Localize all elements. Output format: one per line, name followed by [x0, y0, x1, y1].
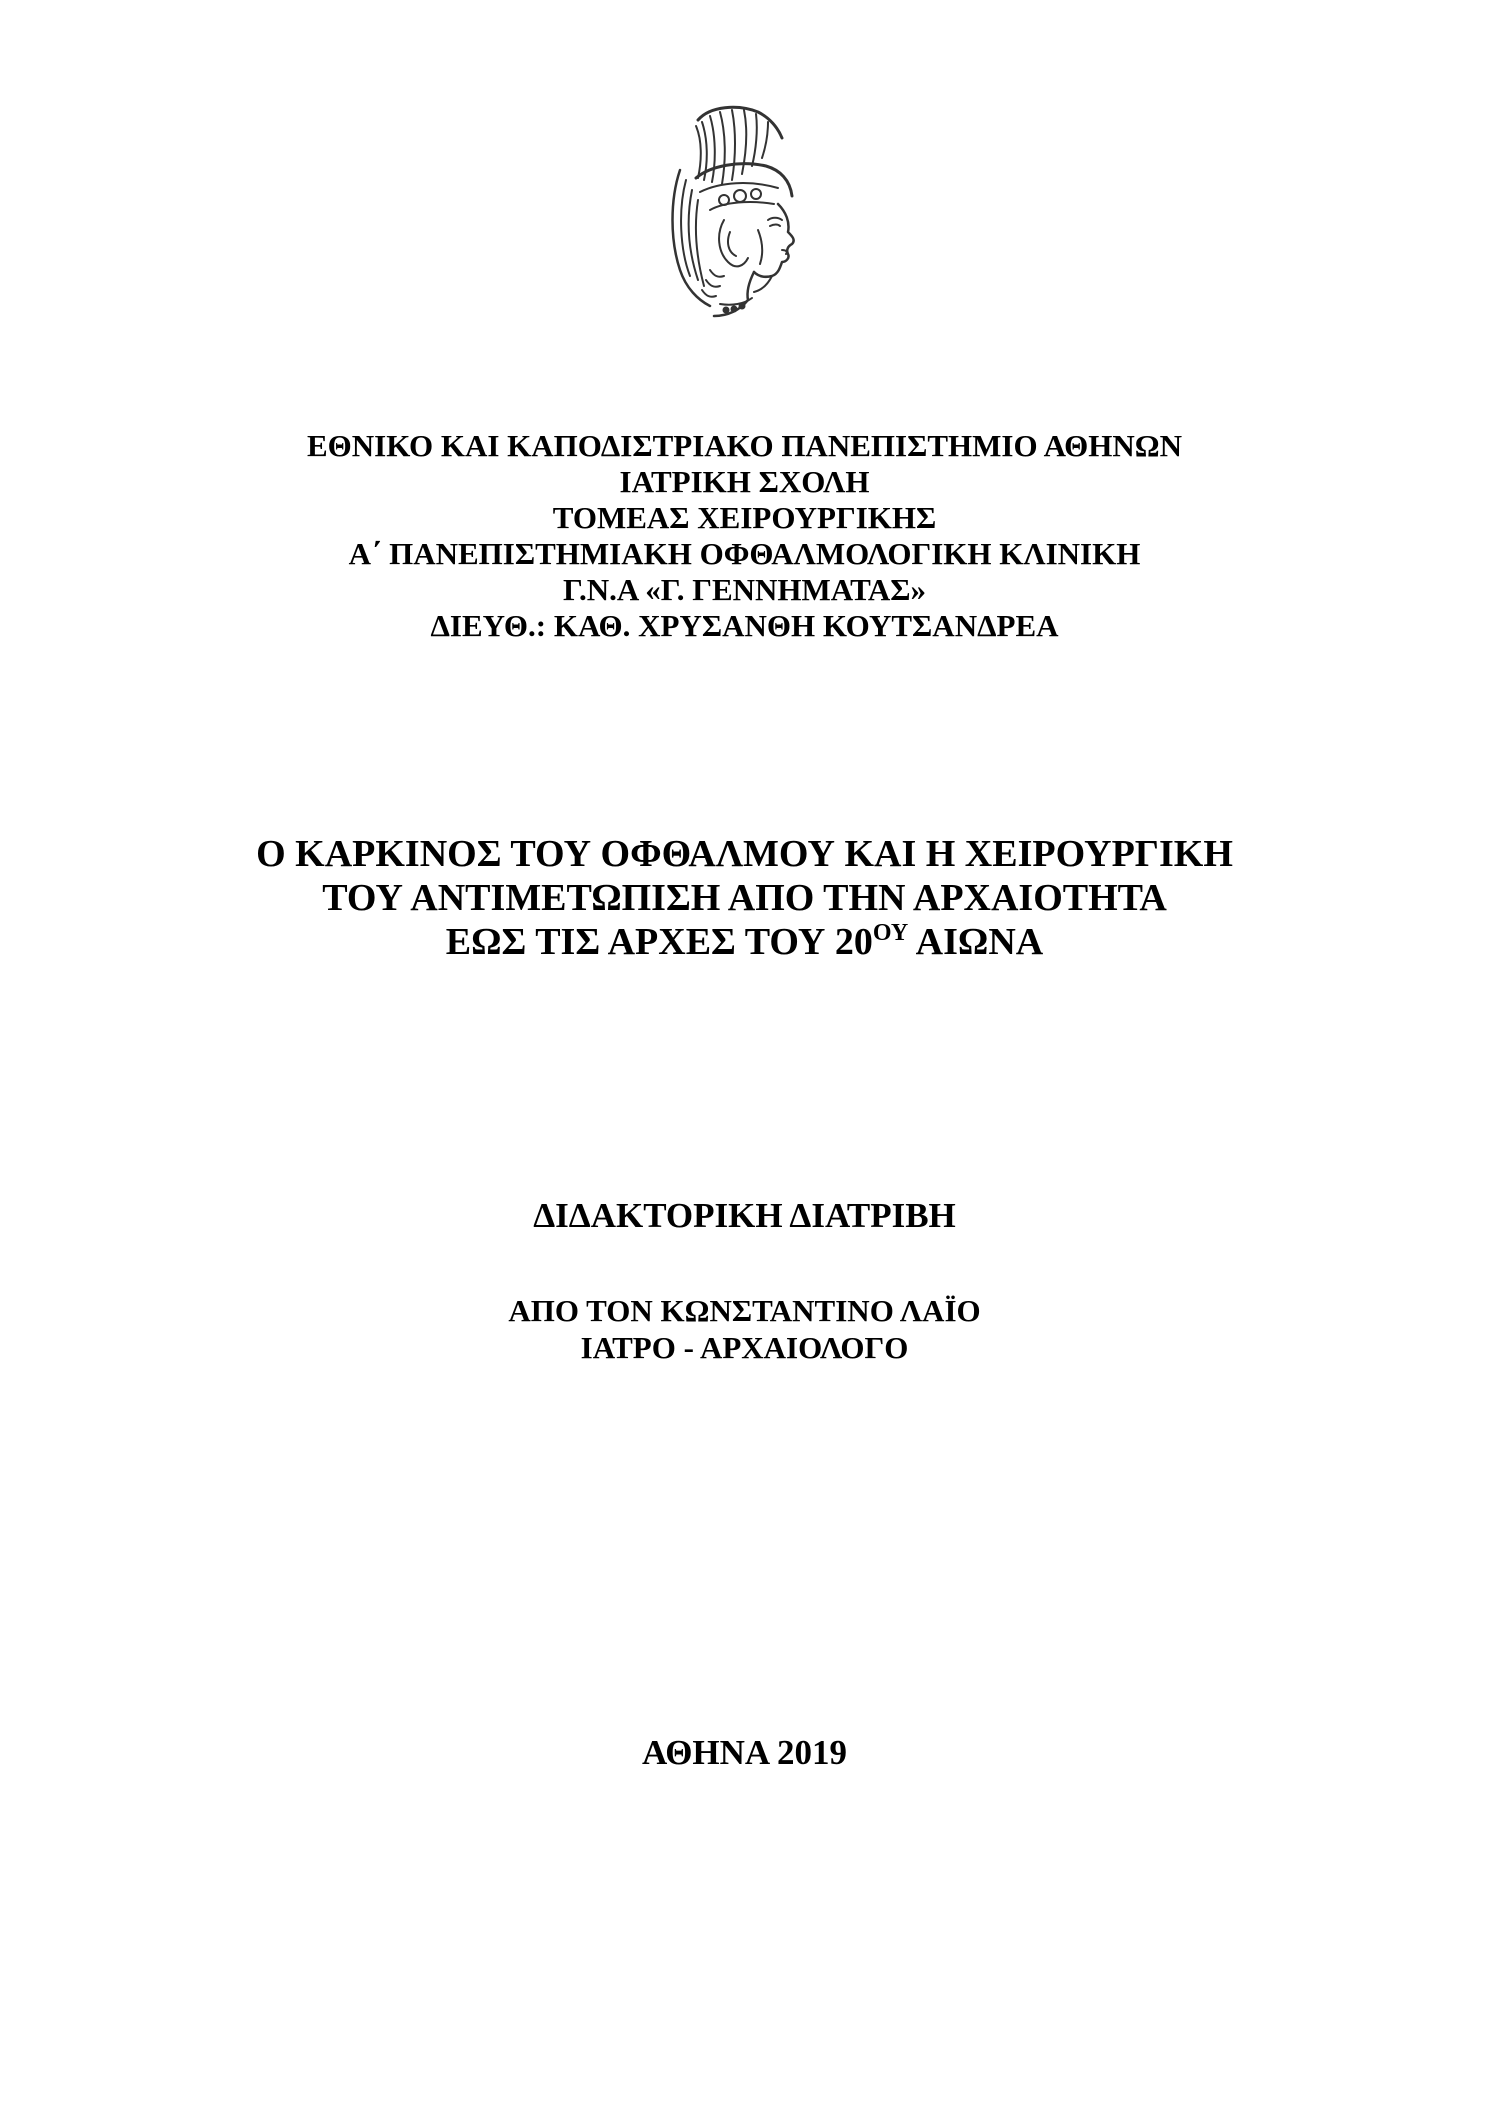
author-name: ΑΠΟ ΤΟΝ ΚΩΝΣΤΑΝΤΙΝΟ ΛΑΪΟ [508, 1293, 981, 1328]
hospital-name: Γ.Ν.Α «Γ. ΓΕΝΝΗΜΑΤΑΣ» [563, 572, 926, 607]
school-name: ΙΑΤΡΙΚΗ ΣΧΟΛΗ [619, 464, 870, 499]
title-superscript: ΟΥ [872, 920, 909, 946]
author-block [0, 1292, 1489, 1366]
director-name: ΔΙΕΥΘ.: ΚΑΘ. ΧΡΥΣΑΝΘΗ ΚΟΥΤΣΑΝΔΡΕΑ [430, 608, 1059, 643]
department-name: ΤΟΜΕΑΣ ΧΕΙΡΟΥΡΓΙΚΗΣ [552, 500, 937, 535]
author-profession: ΙΑΤΡΟ - ΑΡΧΑΙΟΛΟΓΟ [580, 1330, 909, 1365]
title-line-3-text: ΕΩΣ ΤΙΣ ΑΡΧΕΣ ΤΟΥ 20 [445, 921, 873, 963]
thesis-title [0, 832, 1489, 964]
clinic-name: Α΄ ΠΑΝΕΠΙΣΤΗΜΙΑΚΗ ΟΦΘΑΛΜΟΛΟΓΙΚΗ ΚΛΙΝΙΚΗ [348, 536, 1141, 571]
title-line-2: ΤΟΥ ΑΝΤΙΜΕΤΩΠΙΣΗ ΑΠΟ ΤΗΝ ΑΡΧΑΙΟΤΗΤΑ [322, 877, 1167, 919]
university-name: ΕΘΝΙΚΟ ΚΑΙ ΚΑΠΟΔΙΣΤΡΙΑΚΟ ΠΑΝΕΠΙΣΤΗΜΙΟ ΑΘΗΝΩΝ [306, 428, 1183, 463]
place-year: ΑΘΗΝΑ 2019 [641, 1733, 848, 1772]
title-line-1: Ο ΚΑΡΚΙΝΟΣ ΤΟΥ ΟΦΘΑΛΜΟΥ ΚΑΙ Η ΧΕΙΡΟΥΡΓΙΚΗ [256, 833, 1233, 875]
institution-block [0, 428, 1489, 644]
title-line-3-end: ΑΙΩΝΑ [908, 921, 1044, 963]
thesis-label: ΔΙΔΑΚΤΟΡΙΚΗ ΔΙΑΤΡΙΒΗ [533, 1196, 956, 1235]
athena-head-logo-icon [640, 100, 810, 330]
title-line-3 [0, 920, 1489, 964]
